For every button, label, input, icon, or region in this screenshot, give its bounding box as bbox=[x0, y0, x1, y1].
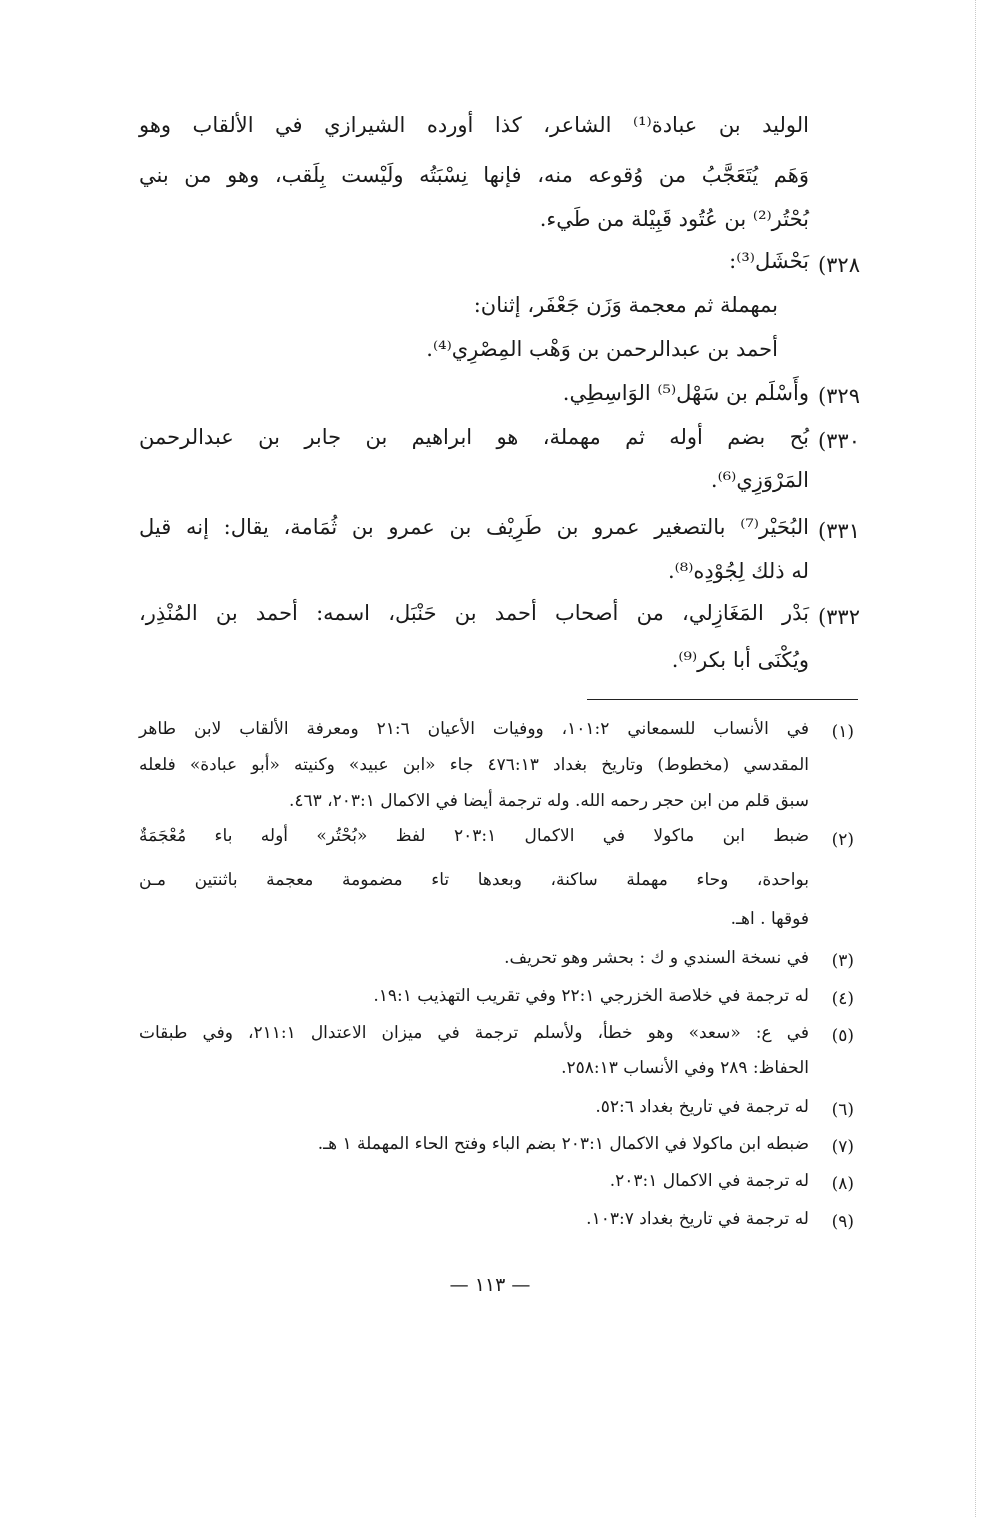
entry-number: ٣٢٨) bbox=[817, 253, 860, 277]
entry-331-line-2: له ذلك لِجُوْدِه⁽⁸⁾. bbox=[667, 559, 809, 583]
footnote-number: (٣) bbox=[831, 951, 854, 971]
footnote-number: (٧) bbox=[831, 1137, 854, 1157]
entry-number: ٣٣٠) bbox=[817, 429, 860, 453]
footnote-9-line-1: له ترجمة في تاريخ بغداد ١٠٣:٧. bbox=[586, 1209, 809, 1229]
page-number: — ١١٣ — bbox=[449, 1274, 531, 1296]
entry-330-line-2: المَرْوَزِي⁽⁶⁾. bbox=[710, 468, 809, 492]
footnote-2-line-3: فوقها . اهـ. bbox=[730, 909, 809, 929]
entry-number: ٣٣٢) bbox=[817, 605, 860, 629]
footnote-1-line-2: المقدسي (مخطوط) وتاريخ بغداد ٤٧٦:١٣ جاء «ابن عبيد» وكنيته «أبو عبادة» فلعله bbox=[139, 755, 809, 775]
footnote-2-line-1: ضبط ابن ماكولا في الاكمال ٢٠٣:١ لفظ «بُحْتُر» أوله باء مُعْجَمَةٌ bbox=[139, 826, 809, 846]
footnote-1-line-3: سبق قلم من ابن حجر رحمه الله. وله ترجمة أيضا في الاكمال ٢٠٣:١، ٤٦٣. bbox=[288, 791, 809, 811]
footnote-1-line-1: في الأنساب للسمعاني ١٠١:٢، ووفيات الأعيان ٢١:٦ ومعرفة الألقاب لابن طاهر bbox=[139, 719, 810, 739]
entry-332-line-1: بَدْر المَغَازِلي، من أصحاب أحمد بن حَنْبَل، اسمه: أحمد بن المُنْذِر، bbox=[139, 601, 809, 625]
footnote-number: (٥) bbox=[831, 1026, 854, 1046]
entry-327-line-2: وَهَم يُتَعَجَّبُ من وُقوعه منه، فإنها نِسْبَتُه ولَيْست بِلَقب، وهو من بني bbox=[139, 163, 809, 187]
footnote-number: (٤) bbox=[831, 989, 854, 1009]
footnote-separator bbox=[587, 699, 858, 700]
footnote-number: (٨) bbox=[831, 1174, 854, 1194]
footnote-4-line-1: له ترجمة في خلاصة الخزرجي ٢٢:١ وفي تقريب التهذيب ١٩:١. bbox=[373, 986, 809, 1006]
entry-329-line-1: وأَسْلَم بن سَهْل⁽⁵⁾ الوَاسِطِي. bbox=[562, 381, 809, 405]
footnote-7-line-1: ضبطه ابن ماكولا في الاكمال ٢٠٣:١ بضم الباء وفتح الحاء المهملة ١ هـ. bbox=[317, 1134, 809, 1154]
footnote-8-line-1: له ترجمة في الاكمال ٢٠٣:١. bbox=[609, 1171, 809, 1191]
footnote-6-line-1: له ترجمة في تاريخ بغداد ٥٢:٦. bbox=[595, 1097, 809, 1117]
entry-332-line-2: ويُكْنَى أبا بكر⁽⁹⁾. bbox=[671, 648, 809, 672]
footnote-number: (٦) bbox=[831, 1100, 854, 1120]
footnote-number: (٢) bbox=[831, 830, 854, 850]
entry-330-line-1: بُح بضم أوله ثم مهملة، هو ابراهيم بن جابر بن عبدالرحمن bbox=[139, 425, 809, 449]
footnote-5-line-2: الحفاظ: ٢٨٩ وفي الأنساب ٢٥٨:١٣. bbox=[561, 1058, 809, 1078]
entry-328-line-1: بَحْشَل⁽³⁾: bbox=[729, 249, 809, 273]
entry-number: ٣٢٩) bbox=[817, 384, 860, 408]
entry-328-line-3: أحمد بن عبدالرحمن بن وَهْب المِصْرِي⁽⁴⁾. bbox=[426, 337, 778, 361]
entry-number: ٣٣١) bbox=[817, 519, 860, 543]
footnote-number: (١) bbox=[831, 722, 854, 742]
entry-331-line-1: البُحَيْر⁽⁷⁾ بالتصغير عمرو بن طَرِيْف بن عمرو بن ثُمَامة، يقال: إنه قيل bbox=[139, 515, 809, 539]
footnote-2-line-2: بواحدة، وحاء مهملة ساكنة، وبعدها تاء مضمومة معجمة باثنتين مـن bbox=[139, 870, 809, 890]
footnote-5-line-1: في ع: «سعد» وهو خطأ، ولأسلم ترجمة في ميزان الاعتدال ٢١١:١، وفي طبقات bbox=[139, 1023, 809, 1043]
entry-328-line-2: بمهملة ثم معجمة وَزَن جَعْفَر، إثنان: bbox=[473, 293, 778, 317]
footnote-3-line-1: في نسخة السندي و ك : بحشر وهو تحريف. bbox=[504, 948, 809, 968]
entry-327-line-1: الوليد بن عبادة⁽¹⁾ الشاعر، كذا أورده الشيرازي في الألقاب وهو bbox=[139, 113, 809, 137]
footnote-number: (٩) bbox=[831, 1212, 854, 1232]
entry-327-line-3: بُحْتُر⁽²⁾ بن عُتُود قَبِيْلة من طَيء. bbox=[539, 207, 809, 231]
